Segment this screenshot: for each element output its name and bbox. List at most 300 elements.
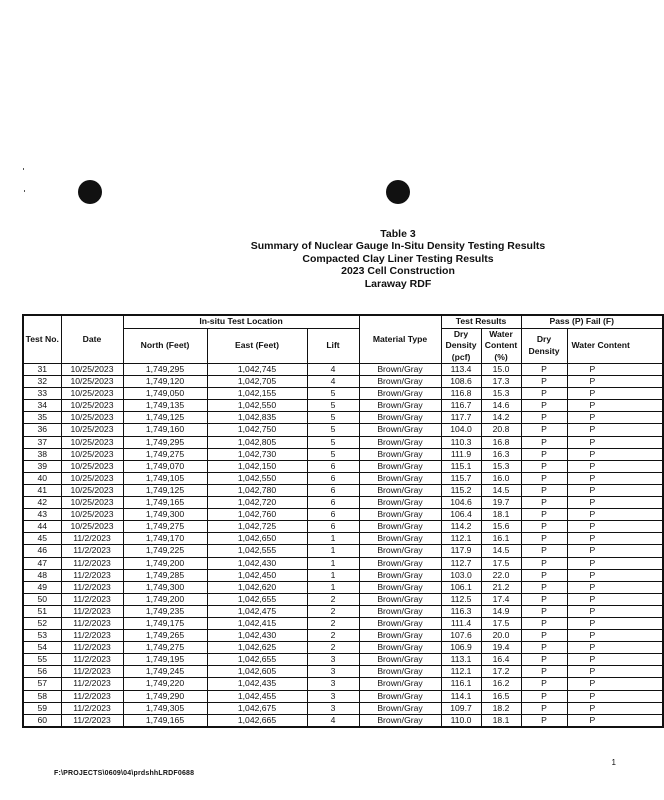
table-row	[23, 714, 663, 727]
cell-pass-water: P	[567, 666, 663, 678]
cell-water-content: 20.8	[481, 424, 521, 436]
cell-lift: 5	[307, 388, 359, 400]
table-row	[23, 424, 663, 436]
cell-east: 1,042,650	[207, 533, 307, 545]
title-line-4: 2023 Cell Construction	[341, 265, 455, 278]
header-material: Material Type	[359, 315, 441, 364]
cell-date: 11/2/2023	[61, 702, 123, 714]
cell-test-no: 34	[23, 400, 61, 412]
cell-date: 10/25/2023	[61, 400, 123, 412]
cell-material: Brown/Gray	[359, 714, 441, 727]
cell-dry-density: 116.8	[441, 388, 481, 400]
header-east: East (Feet)	[207, 328, 307, 364]
cell-date: 10/25/2023	[61, 497, 123, 509]
cell-north: 1,749,170	[123, 533, 207, 545]
cell-north: 1,749,120	[123, 376, 207, 388]
cell-north: 1,749,050	[123, 388, 207, 400]
cell-test-no: 31	[23, 364, 61, 376]
header-test-no: Test No.	[23, 315, 61, 364]
cell-dry-density: 104.0	[441, 424, 481, 436]
header-pass-dry: Dry Density	[521, 328, 567, 364]
cell-lift: 4	[307, 376, 359, 388]
table-row	[23, 460, 663, 472]
cell-water-content: 17.3	[481, 376, 521, 388]
table-row	[23, 690, 663, 702]
cell-test-no: 50	[23, 593, 61, 605]
cell-material: Brown/Gray	[359, 376, 441, 388]
cell-east: 1,042,655	[207, 593, 307, 605]
cell-pass-water: P	[567, 521, 663, 533]
header-lift: Lift	[307, 328, 359, 364]
cell-pass-dry: P	[521, 388, 567, 400]
cell-test-no: 57	[23, 678, 61, 690]
table-row	[23, 521, 663, 533]
cell-lift: 1	[307, 569, 359, 581]
cell-pass-dry: P	[521, 533, 567, 545]
cell-pass-water: P	[567, 436, 663, 448]
cell-pass-water: P	[567, 605, 663, 617]
cell-dry-density: 117.9	[441, 545, 481, 557]
cell-material: Brown/Gray	[359, 545, 441, 557]
cell-material: Brown/Gray	[359, 557, 441, 569]
cell-lift: 1	[307, 557, 359, 569]
title-line-5: Laraway RDF	[364, 277, 432, 290]
cell-test-no: 44	[23, 521, 61, 533]
cell-test-no: 58	[23, 690, 61, 702]
cell-water-content: 22.0	[481, 569, 521, 581]
cell-date: 10/25/2023	[61, 509, 123, 521]
footer-file-path: F:\PROJECTS\0609\04\prdshhLRDF0688	[54, 770, 195, 777]
cell-lift: 6	[307, 460, 359, 472]
cell-water-content: 16.8	[481, 436, 521, 448]
cell-lift: 2	[307, 630, 359, 642]
cell-pass-water: P	[567, 569, 663, 581]
cell-pass-water: P	[567, 509, 663, 521]
cell-dry-density: 111.9	[441, 448, 481, 460]
cell-north: 1,749,135	[123, 400, 207, 412]
cell-date: 10/25/2023	[61, 484, 123, 496]
cell-test-no: 48	[23, 569, 61, 581]
table-row	[23, 533, 663, 545]
cell-date: 10/25/2023	[61, 424, 123, 436]
cell-east: 1,042,155	[207, 388, 307, 400]
cell-east: 1,042,780	[207, 484, 307, 496]
cell-east: 1,042,655	[207, 654, 307, 666]
cell-north: 1,749,290	[123, 690, 207, 702]
cell-north: 1,749,275	[123, 448, 207, 460]
table-row	[23, 376, 663, 388]
header-water-content: Water Content (%)	[481, 328, 521, 364]
cell-north: 1,749,295	[123, 364, 207, 376]
cell-east: 1,042,430	[207, 557, 307, 569]
cell-pass-water: P	[567, 654, 663, 666]
cell-pass-dry: P	[521, 678, 567, 690]
title-line-3: Compacted Clay Liner Testing Results	[302, 252, 494, 265]
cell-east: 1,042,550	[207, 400, 307, 412]
cell-lift: 5	[307, 412, 359, 424]
cell-material: Brown/Gray	[359, 424, 441, 436]
cell-test-no: 45	[23, 533, 61, 545]
cell-lift: 2	[307, 617, 359, 629]
cell-east: 1,042,835	[207, 412, 307, 424]
cell-test-no: 32	[23, 376, 61, 388]
cell-water-content: 16.3	[481, 448, 521, 460]
cell-pass-dry: P	[521, 509, 567, 521]
cell-test-no: 42	[23, 497, 61, 509]
cell-dry-density: 113.4	[441, 364, 481, 376]
cell-pass-water: P	[567, 581, 663, 593]
cell-material: Brown/Gray	[359, 569, 441, 581]
cell-water-content: 14.9	[481, 605, 521, 617]
cell-water-content: 16.5	[481, 690, 521, 702]
cell-date: 11/2/2023	[61, 581, 123, 593]
cell-pass-water: P	[567, 412, 663, 424]
cell-north: 1,749,295	[123, 436, 207, 448]
table-row	[23, 484, 663, 496]
header-pass-water: Water Content	[567, 328, 663, 364]
cell-pass-water: P	[567, 678, 663, 690]
cell-east: 1,042,475	[207, 605, 307, 617]
cell-date: 10/25/2023	[61, 460, 123, 472]
table-row	[23, 509, 663, 521]
title-line-1: Table 3	[380, 228, 416, 240]
table-row	[23, 364, 663, 376]
cell-pass-water: P	[567, 557, 663, 569]
cell-pass-water: P	[567, 617, 663, 629]
cell-pass-dry: P	[521, 484, 567, 496]
cell-water-content: 14.6	[481, 400, 521, 412]
cell-pass-dry: P	[521, 557, 567, 569]
cell-east: 1,042,435	[207, 678, 307, 690]
cell-date: 11/2/2023	[61, 617, 123, 629]
cell-water-content: 17.2	[481, 666, 521, 678]
cell-material: Brown/Gray	[359, 690, 441, 702]
table-row	[23, 678, 663, 690]
cell-dry-density: 112.1	[441, 666, 481, 678]
cell-test-no: 46	[23, 545, 61, 557]
cell-water-content: 15.6	[481, 521, 521, 533]
cell-water-content: 14.5	[481, 484, 521, 496]
cell-dry-density: 106.9	[441, 642, 481, 654]
cell-water-content: 15.0	[481, 364, 521, 376]
cell-north: 1,749,245	[123, 666, 207, 678]
cell-north: 1,749,200	[123, 593, 207, 605]
table-row	[23, 388, 663, 400]
cell-lift: 6	[307, 484, 359, 496]
header-results-group: Test Results	[441, 315, 521, 328]
cell-dry-density: 116.1	[441, 678, 481, 690]
cell-east: 1,042,450	[207, 569, 307, 581]
cell-north: 1,749,175	[123, 617, 207, 629]
cell-east: 1,042,705	[207, 376, 307, 388]
cell-dry-density: 115.2	[441, 484, 481, 496]
cell-test-no: 47	[23, 557, 61, 569]
cell-test-no: 49	[23, 581, 61, 593]
cell-dry-density: 115.1	[441, 460, 481, 472]
cell-water-content: 18.2	[481, 702, 521, 714]
cell-dry-density: 115.7	[441, 472, 481, 484]
cell-water-content: 17.5	[481, 617, 521, 629]
cell-lift: 2	[307, 593, 359, 605]
cell-material: Brown/Gray	[359, 472, 441, 484]
cell-pass-water: P	[567, 545, 663, 557]
cell-test-no: 52	[23, 617, 61, 629]
cell-pass-dry: P	[521, 364, 567, 376]
cell-water-content: 16.2	[481, 678, 521, 690]
cell-north: 1,749,125	[123, 412, 207, 424]
cell-north: 1,749,195	[123, 654, 207, 666]
table-row	[23, 472, 663, 484]
table-row	[23, 569, 663, 581]
cell-material: Brown/Gray	[359, 605, 441, 617]
table-row	[23, 581, 663, 593]
cell-pass-water: P	[567, 424, 663, 436]
cell-north: 1,749,165	[123, 714, 207, 727]
cell-dry-density: 106.1	[441, 581, 481, 593]
cell-date: 10/25/2023	[61, 412, 123, 424]
cell-pass-water: P	[567, 484, 663, 496]
cell-dry-density: 110.0	[441, 714, 481, 727]
cell-pass-water: P	[567, 460, 663, 472]
cell-water-content: 21.2	[481, 581, 521, 593]
cell-dry-density: 116.3	[441, 605, 481, 617]
cell-lift: 6	[307, 472, 359, 484]
cell-lift: 5	[307, 436, 359, 448]
cell-pass-water: P	[567, 714, 663, 727]
cell-dry-density: 116.7	[441, 400, 481, 412]
cell-test-no: 51	[23, 605, 61, 617]
cell-water-content: 14.2	[481, 412, 521, 424]
cell-lift: 6	[307, 509, 359, 521]
cell-material: Brown/Gray	[359, 702, 441, 714]
cell-lift: 6	[307, 497, 359, 509]
cell-material: Brown/Gray	[359, 654, 441, 666]
cell-material: Brown/Gray	[359, 678, 441, 690]
binder-hole-left	[78, 180, 102, 204]
cell-material: Brown/Gray	[359, 521, 441, 533]
cell-pass-dry: P	[521, 714, 567, 727]
cell-pass-dry: P	[521, 630, 567, 642]
cell-date: 11/2/2023	[61, 605, 123, 617]
cell-east: 1,042,665	[207, 714, 307, 727]
cell-dry-density: 112.5	[441, 593, 481, 605]
cell-pass-dry: P	[521, 436, 567, 448]
cell-water-content: 19.4	[481, 642, 521, 654]
cell-date: 11/2/2023	[61, 642, 123, 654]
cell-east: 1,042,605	[207, 666, 307, 678]
cell-water-content: 17.4	[481, 593, 521, 605]
cell-date: 10/25/2023	[61, 472, 123, 484]
cell-dry-density: 104.6	[441, 497, 481, 509]
table-body	[23, 364, 663, 727]
cell-pass-dry: P	[521, 593, 567, 605]
cell-date: 11/2/2023	[61, 557, 123, 569]
cell-north: 1,749,300	[123, 581, 207, 593]
cell-north: 1,749,165	[123, 497, 207, 509]
cell-dry-density: 107.6	[441, 630, 481, 642]
cell-water-content: 16.4	[481, 654, 521, 666]
cell-north: 1,749,265	[123, 630, 207, 642]
cell-east: 1,042,675	[207, 702, 307, 714]
cell-test-no: 36	[23, 424, 61, 436]
cell-material: Brown/Gray	[359, 497, 441, 509]
cell-pass-water: P	[567, 376, 663, 388]
cell-test-no: 55	[23, 654, 61, 666]
cell-test-no: 35	[23, 412, 61, 424]
cell-lift: 4	[307, 364, 359, 376]
cell-dry-density: 103.0	[441, 569, 481, 581]
cell-material: Brown/Gray	[359, 617, 441, 629]
cell-pass-dry: P	[521, 376, 567, 388]
cell-pass-dry: P	[521, 412, 567, 424]
cell-lift: 3	[307, 678, 359, 690]
binder-hole-right	[386, 180, 410, 204]
cell-material: Brown/Gray	[359, 364, 441, 376]
cell-pass-water: P	[567, 702, 663, 714]
cell-test-no: 41	[23, 484, 61, 496]
cell-pass-water: P	[567, 448, 663, 460]
cell-date: 10/25/2023	[61, 364, 123, 376]
cell-material: Brown/Gray	[359, 436, 441, 448]
cell-east: 1,042,750	[207, 424, 307, 436]
cell-lift: 6	[307, 521, 359, 533]
cell-date: 11/2/2023	[61, 678, 123, 690]
cell-test-no: 38	[23, 448, 61, 460]
table-row	[23, 642, 663, 654]
table-row	[23, 412, 663, 424]
table-row	[23, 630, 663, 642]
cell-pass-dry: P	[521, 424, 567, 436]
cell-test-no: 33	[23, 388, 61, 400]
cell-pass-dry: P	[521, 448, 567, 460]
cell-north: 1,749,285	[123, 569, 207, 581]
density-table	[22, 314, 664, 728]
table-row	[23, 617, 663, 629]
cell-east: 1,042,415	[207, 617, 307, 629]
cell-material: Brown/Gray	[359, 460, 441, 472]
cell-material: Brown/Gray	[359, 581, 441, 593]
cell-pass-water: P	[567, 400, 663, 412]
cell-lift: 5	[307, 424, 359, 436]
cell-date: 11/2/2023	[61, 569, 123, 581]
cell-dry-density: 117.7	[441, 412, 481, 424]
cell-north: 1,749,105	[123, 472, 207, 484]
table-row	[23, 400, 663, 412]
cell-pass-dry: P	[521, 497, 567, 509]
cell-date: 11/2/2023	[61, 690, 123, 702]
cell-test-no: 40	[23, 472, 61, 484]
header-date: Date	[61, 315, 123, 364]
cell-lift: 1	[307, 533, 359, 545]
cell-date: 10/25/2023	[61, 376, 123, 388]
cell-lift: 1	[307, 545, 359, 557]
scan-mark	[24, 190, 25, 192]
cell-date: 11/2/2023	[61, 533, 123, 545]
cell-pass-dry: P	[521, 690, 567, 702]
cell-water-content: 16.1	[481, 533, 521, 545]
cell-dry-density: 114.1	[441, 690, 481, 702]
cell-pass-water: P	[567, 497, 663, 509]
cell-water-content: 15.3	[481, 460, 521, 472]
cell-material: Brown/Gray	[359, 533, 441, 545]
cell-date: 11/2/2023	[61, 666, 123, 678]
cell-north: 1,749,275	[123, 521, 207, 533]
cell-east: 1,042,745	[207, 364, 307, 376]
table-row	[23, 545, 663, 557]
cell-dry-density: 108.6	[441, 376, 481, 388]
cell-date: 11/2/2023	[61, 714, 123, 727]
cell-dry-density: 113.1	[441, 654, 481, 666]
cell-test-no: 43	[23, 509, 61, 521]
cell-material: Brown/Gray	[359, 400, 441, 412]
cell-pass-dry: P	[521, 617, 567, 629]
cell-material: Brown/Gray	[359, 388, 441, 400]
cell-north: 1,749,225	[123, 545, 207, 557]
cell-east: 1,042,625	[207, 642, 307, 654]
cell-north: 1,749,300	[123, 509, 207, 521]
cell-date: 10/25/2023	[61, 436, 123, 448]
table-row	[23, 436, 663, 448]
cell-pass-dry: P	[521, 460, 567, 472]
title-line-2: Summary of Nuclear Gauge In-Situ Density Testing Results	[250, 240, 546, 253]
table-row	[23, 593, 663, 605]
cell-material: Brown/Gray	[359, 509, 441, 521]
cell-north: 1,749,220	[123, 678, 207, 690]
cell-north: 1,749,200	[123, 557, 207, 569]
cell-date: 11/2/2023	[61, 654, 123, 666]
cell-date: 10/25/2023	[61, 448, 123, 460]
table-row	[23, 605, 663, 617]
table-row	[23, 654, 663, 666]
cell-date: 11/2/2023	[61, 545, 123, 557]
cell-east: 1,042,805	[207, 436, 307, 448]
cell-material: Brown/Gray	[359, 593, 441, 605]
cell-lift: 4	[307, 714, 359, 727]
cell-water-content: 20.0	[481, 630, 521, 642]
cell-lift: 5	[307, 400, 359, 412]
header-pass-group: Pass (P) Fail (F)	[521, 315, 663, 328]
cell-test-no: 56	[23, 666, 61, 678]
cell-east: 1,042,730	[207, 448, 307, 460]
table-row	[23, 702, 663, 714]
cell-east: 1,042,455	[207, 690, 307, 702]
cell-pass-water: P	[567, 472, 663, 484]
cell-water-content: 14.5	[481, 545, 521, 557]
cell-north: 1,749,275	[123, 642, 207, 654]
cell-east: 1,042,620	[207, 581, 307, 593]
cell-pass-dry: P	[521, 654, 567, 666]
cell-lift: 3	[307, 666, 359, 678]
cell-pass-dry: P	[521, 569, 567, 581]
cell-test-no: 60	[23, 714, 61, 727]
header-location-group: In-situ Test Location	[123, 315, 359, 328]
cell-lift: 5	[307, 448, 359, 460]
cell-test-no: 59	[23, 702, 61, 714]
cell-material: Brown/Gray	[359, 448, 441, 460]
cell-east: 1,042,550	[207, 472, 307, 484]
cell-dry-density: 114.2	[441, 521, 481, 533]
cell-material: Brown/Gray	[359, 412, 441, 424]
cell-pass-water: P	[567, 533, 663, 545]
cell-north: 1,749,235	[123, 605, 207, 617]
cell-water-content: 16.0	[481, 472, 521, 484]
cell-material: Brown/Gray	[359, 630, 441, 642]
table-row	[23, 448, 663, 460]
cell-lift: 2	[307, 605, 359, 617]
cell-pass-dry: P	[521, 545, 567, 557]
cell-water-content: 17.5	[481, 557, 521, 569]
cell-date: 10/25/2023	[61, 388, 123, 400]
